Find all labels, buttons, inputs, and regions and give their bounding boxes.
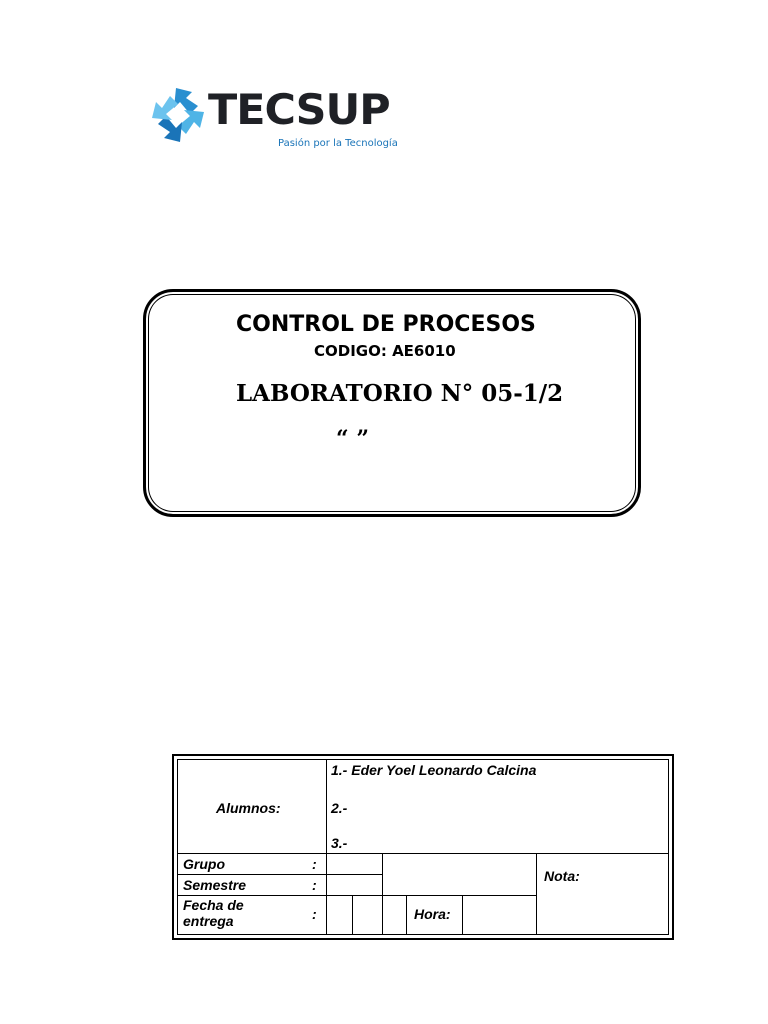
lab-subtitle-quotes: “ ” xyxy=(336,426,369,452)
table-col-date-3 xyxy=(406,895,407,934)
logo-wordmark: TECSUP xyxy=(208,85,390,134)
title-frame xyxy=(143,289,641,517)
student-info-table xyxy=(172,754,674,940)
grade-label: Nota: xyxy=(544,868,580,884)
group-colon: : xyxy=(312,856,317,872)
table-rule-group-cell xyxy=(326,874,382,875)
date-label-line1: Fecha de xyxy=(183,897,244,913)
table-col-date-2 xyxy=(382,853,383,934)
date-colon: : xyxy=(312,906,317,922)
table-rule-group xyxy=(178,874,326,875)
student-info-inner xyxy=(177,759,669,935)
date-label-line2: entrega xyxy=(183,913,234,929)
group-label: Grupo xyxy=(183,856,225,872)
lab-title: LABORATORIO N° 05-1/2 xyxy=(236,380,564,407)
table-col-grade xyxy=(536,853,537,934)
table-col-date-1 xyxy=(352,895,353,934)
student-3: 3.- xyxy=(331,835,348,851)
logo-tagline: Pasión por la Tecnología xyxy=(278,138,398,149)
table-rule-students xyxy=(178,853,668,854)
semester-colon: : xyxy=(312,877,317,893)
students-label: Alumnos: xyxy=(216,800,281,816)
semester-label: Semestre xyxy=(183,877,247,893)
student-1: 1.- Eder Yoel Leonardo Calcina xyxy=(331,762,537,778)
time-label: Hora: xyxy=(414,906,451,922)
student-2: 2.- xyxy=(331,800,348,816)
course-code: CODIGO: AE6010 xyxy=(314,342,456,360)
course-title: CONTROL DE PROCESOS xyxy=(236,312,536,337)
tecsup-logo xyxy=(146,84,406,156)
date-label xyxy=(183,897,244,929)
tecsup-emblem-icon xyxy=(146,84,210,146)
table-col-time xyxy=(462,895,463,934)
table-col-label xyxy=(326,760,327,934)
